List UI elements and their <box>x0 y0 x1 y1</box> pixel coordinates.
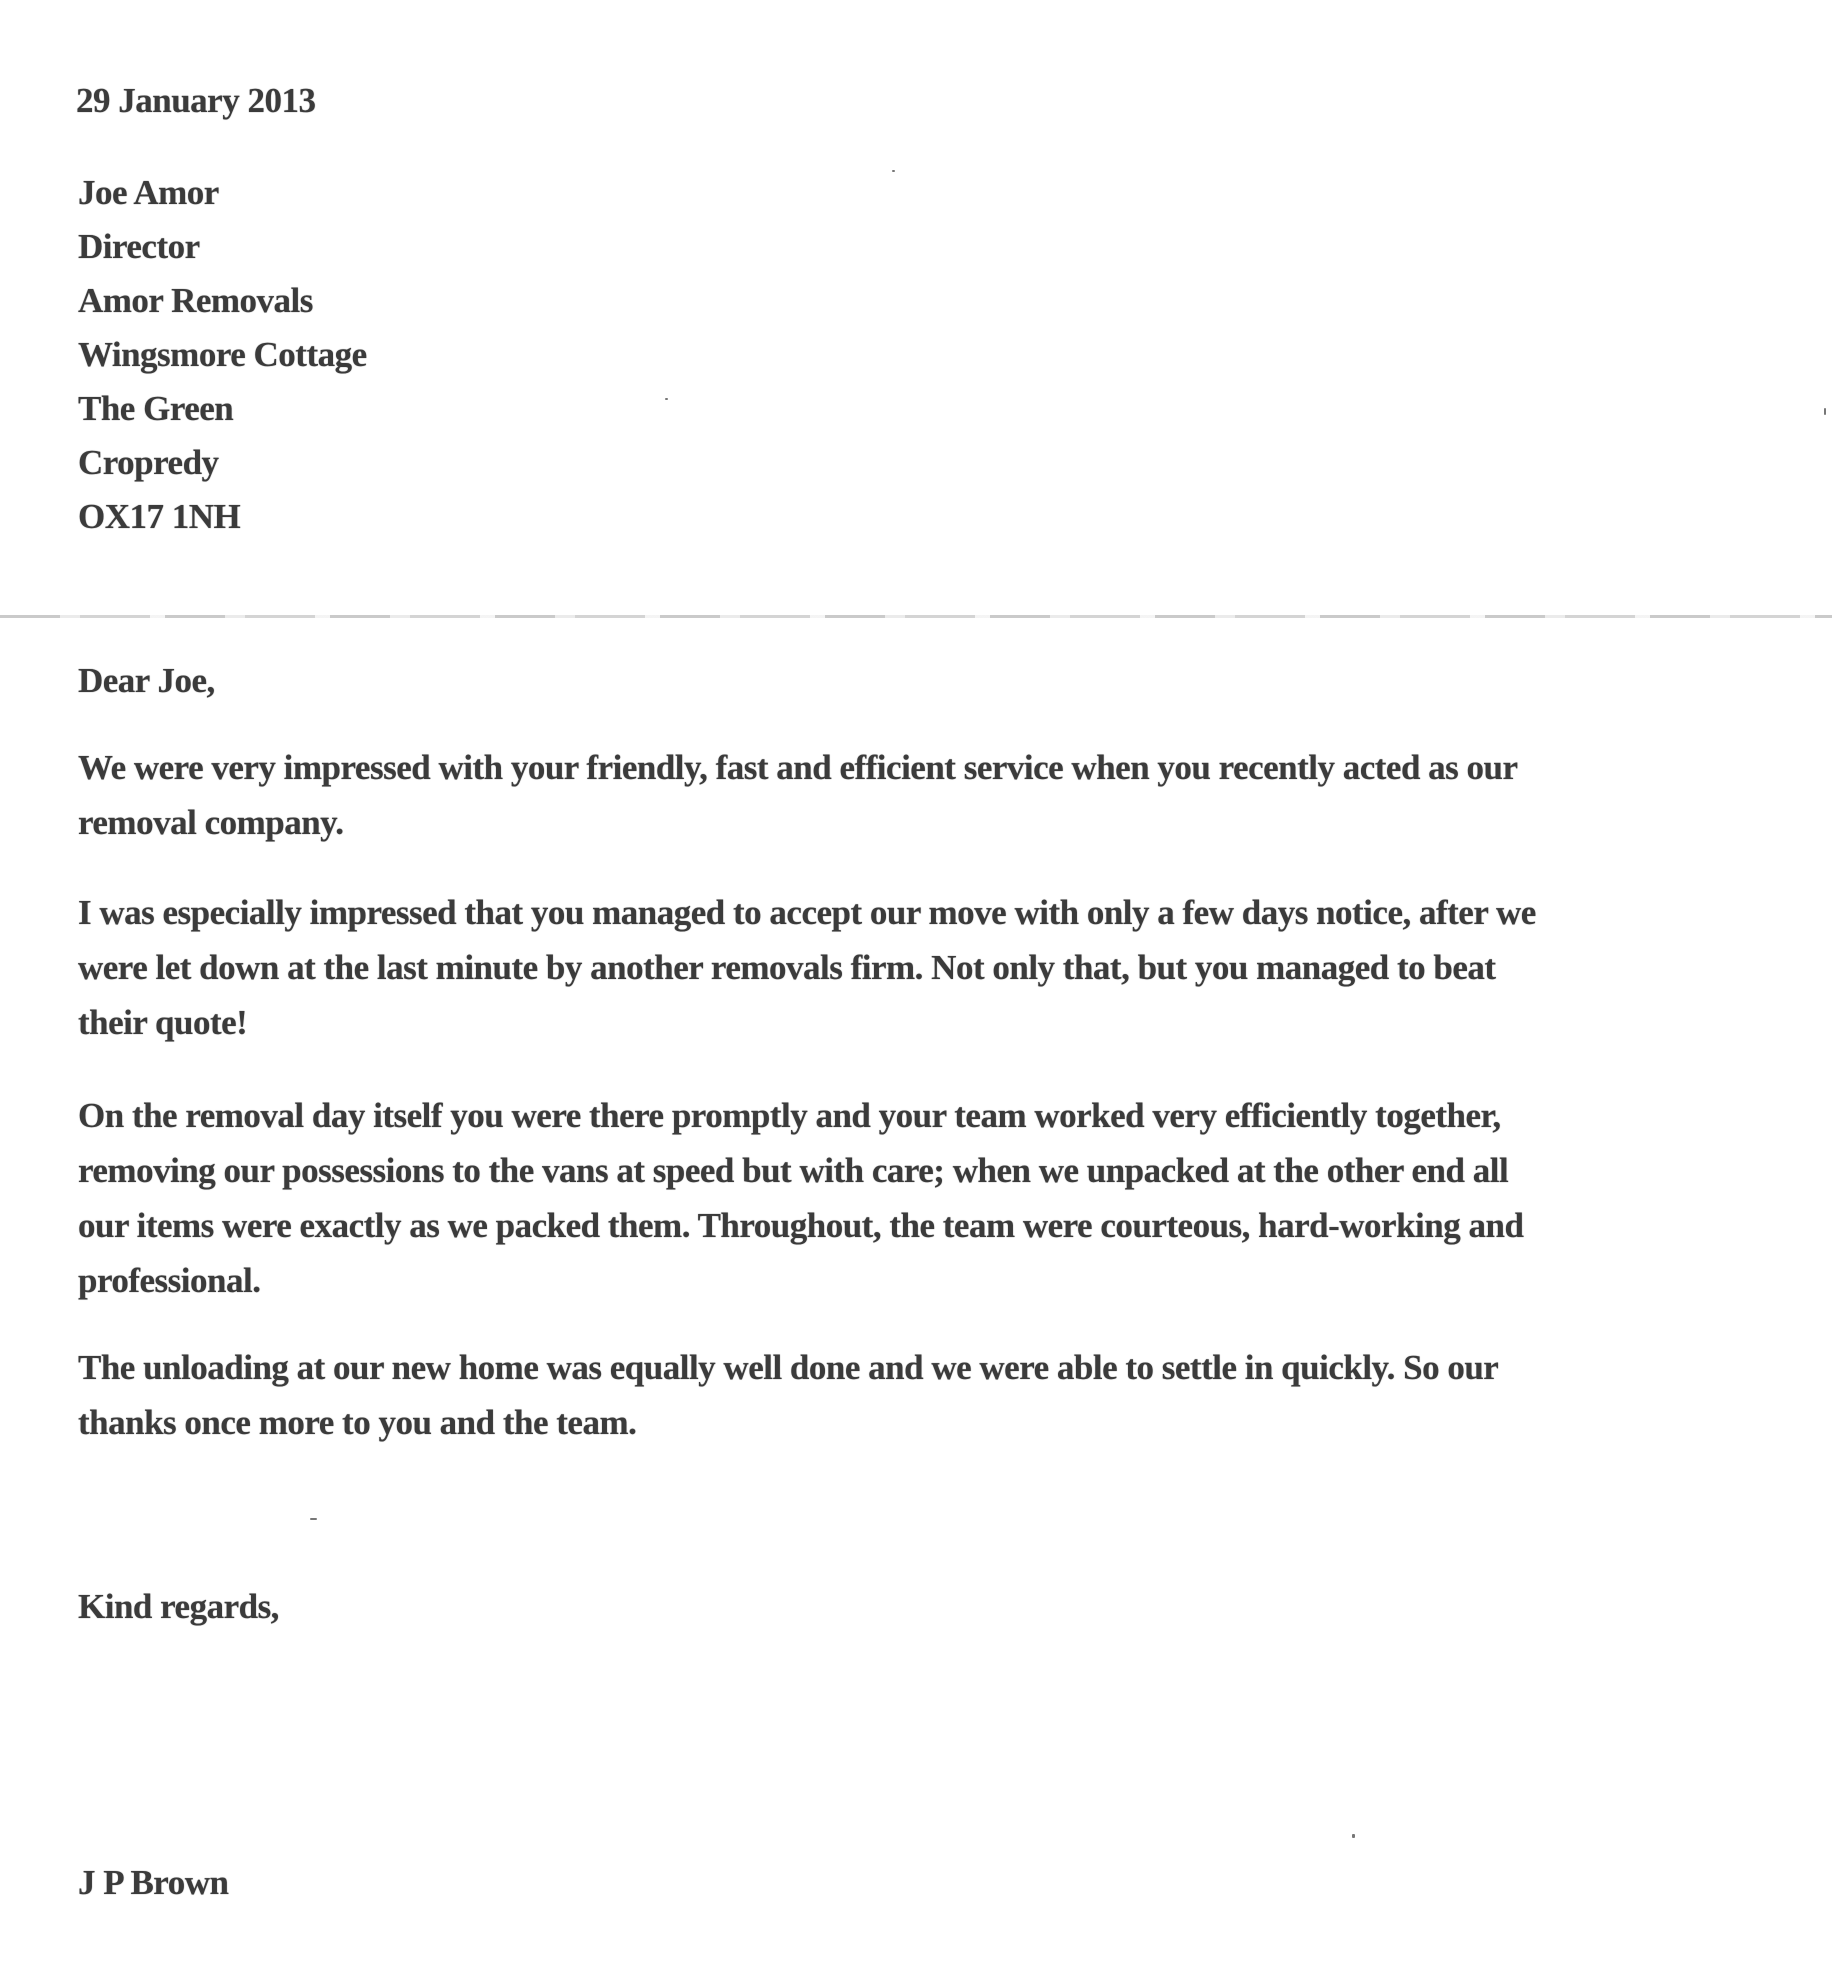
paragraph-line: I was especially impressed that you managed to accept our move with only a few days notice, after we <box>78 893 1536 932</box>
scan-speck <box>310 1518 317 1520</box>
recipient-name: Joe Amor <box>78 173 219 212</box>
paragraph-line: were let down at the last minute by another removals firm. Not only that, but you managed to beat <box>78 948 1496 987</box>
recipient-title: Director <box>78 227 200 266</box>
recipient-company: Amor Removals <box>78 281 313 320</box>
paper-fold-line <box>0 615 1832 618</box>
scan-speck <box>1824 408 1826 415</box>
signature-name: J P Brown <box>78 1863 229 1902</box>
letter-date: 29 January 2013 <box>76 81 316 120</box>
recipient-town: Cropredy <box>78 443 219 482</box>
recipient-address-line1: Wingsmore Cottage <box>78 335 367 374</box>
paragraph-line: professional. <box>78 1261 261 1300</box>
scan-speck <box>1352 1834 1355 1838</box>
closing: Kind regards, <box>78 1587 279 1626</box>
body-paragraph-4 <box>78 1340 1798 1450</box>
body-paragraph-1 <box>78 740 1798 850</box>
paragraph-line: removal company. <box>78 803 344 842</box>
recipient-address-line2: The Green <box>78 389 234 428</box>
body-paragraph-2 <box>78 885 1798 1050</box>
paragraph-line: We were very impressed with your friendly, fast and efficient service when you recently acted as our <box>78 748 1518 787</box>
body-paragraph-3 <box>78 1088 1798 1308</box>
scan-speck <box>665 398 668 400</box>
recipient-postcode: OX17 1NH <box>78 497 241 536</box>
paragraph-line: The unloading at our new home was equally well done and we were able to settle in quickly. So our <box>78 1348 1499 1387</box>
paragraph-line: their quote! <box>78 1003 248 1042</box>
paragraph-line: our items were exactly as we packed them. Throughout, the team were courteous, hard-working and <box>78 1206 1524 1245</box>
paragraph-line: thanks once more to you and the team. <box>78 1403 637 1442</box>
scan-speck <box>892 170 895 172</box>
paragraph-line: On the removal day itself you were there promptly and your team worked very efficiently together, <box>78 1096 1501 1135</box>
paragraph-line: removing our possessions to the vans at speed but with care; when we unpacked at the other end all <box>78 1151 1509 1190</box>
salutation: Dear Joe, <box>78 661 215 700</box>
